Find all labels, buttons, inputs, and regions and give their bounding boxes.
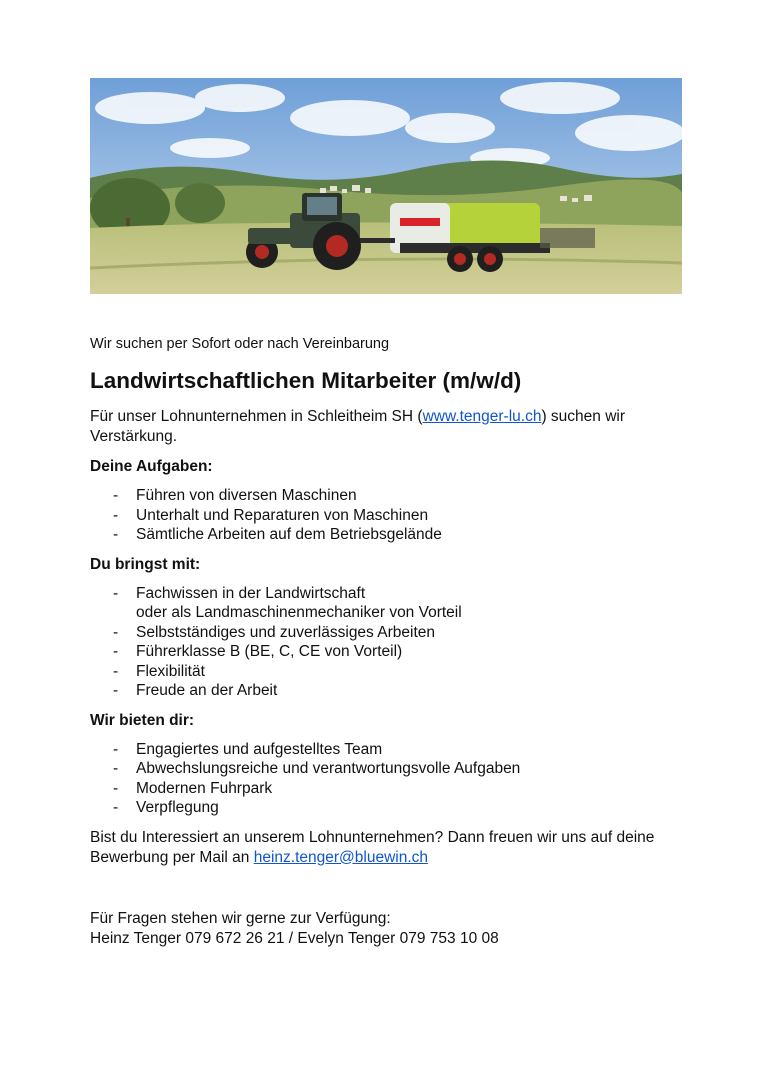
- email-link[interactable]: heinz.tenger@bluewin.ch: [253, 848, 429, 866]
- spacer: [90, 879, 690, 909]
- list-item: - Führen von diversen Maschinen: [113, 487, 357, 504]
- tractor-baler-photo: [90, 78, 682, 294]
- requirements-list: [90, 584, 690, 701]
- list-item: - Engagiertes und aufgestelltes Team: [113, 740, 383, 758]
- list-item: - Sämtliche Arbeiten auf dem Betriebsgelände: [113, 526, 442, 543]
- contact-line-2: Heinz Tenger 079 672 26 21 / Evelyn Tenger 079 753 10 08: [90, 929, 499, 947]
- list-item: - Abwechslungsreiche und verantwortungsvolle Aufgaben: [113, 760, 521, 777]
- job-posting: [90, 334, 690, 949]
- lead-text-after: ) suchen wir Verstärkung.: [90, 408, 626, 445]
- offer-list: [90, 740, 690, 818]
- lead-paragraph: [90, 407, 690, 447]
- offer-heading: Wir bieten dir:: [90, 711, 195, 729]
- requirements-heading: Du bringst mit:: [90, 555, 201, 573]
- list-item: - Verpflegung: [113, 799, 219, 816]
- list-item: - Freude an der Arbeit: [113, 682, 278, 699]
- closing-paragraph: [90, 828, 690, 868]
- list-item: - Führerklasse B (BE, C, CE von Vorteil): [113, 643, 403, 660]
- list-item: - Selbstständiges und zuverlässiges Arbeiten: [113, 623, 435, 641]
- website-link[interactable]: www.tenger-lu.ch: [422, 408, 542, 425]
- lead-text-before: Für unser Lohnunternehmen in Schleitheim SH (: [90, 408, 423, 425]
- list-item: - Modernen Fuhrpark: [113, 779, 273, 797]
- list-item: - Flexibilität: [113, 662, 205, 680]
- hero-image: [90, 78, 682, 294]
- contact-block: [90, 909, 690, 949]
- list-item: - Fachwissen in der Landwirtschaft oder als Landmaschinenmechaniker von Vorteil: [113, 584, 462, 621]
- tasks-heading: Deine Aufgaben:: [90, 458, 213, 475]
- closing-text: Bist du Interessiert an unserem Lohnunternehmen? Dann freuen wir uns auf deine Bewerbung per Mail an: [90, 828, 655, 866]
- intro-text: Wir suchen per Sofort oder nach Vereinbarung: [90, 336, 390, 352]
- contact-line-1: Für Fragen stehen wir gerne zur Verfügung:: [90, 909, 391, 927]
- tasks-list: [90, 486, 690, 545]
- job-title: Landwirtschaftlichen Mitarbeiter (m/w/d): [90, 368, 522, 393]
- list-item: - Unterhalt und Reparaturen von Maschinen: [113, 506, 429, 524]
